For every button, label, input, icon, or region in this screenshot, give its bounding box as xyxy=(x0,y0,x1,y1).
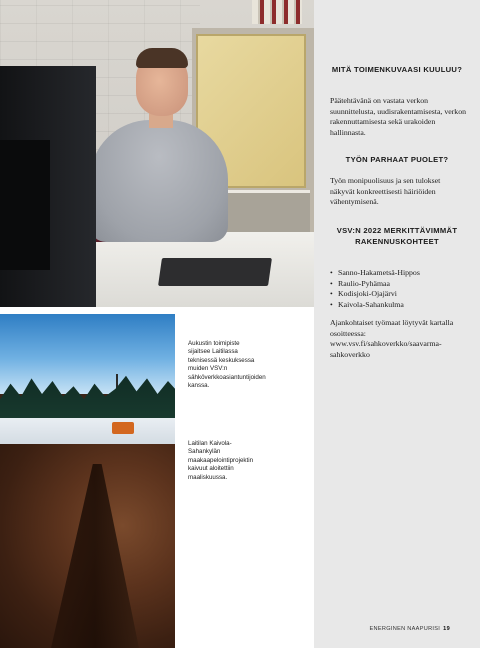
office-photo xyxy=(0,0,314,307)
photo-person-hair xyxy=(136,48,188,68)
answer-role-text: Päätehtävänä on vastata verkon suunnittelusta, uudisrakentamisesta, verkon rakennuttamisesta sekä urakoiden hallinnasta. xyxy=(330,96,466,137)
photo-person-body xyxy=(90,120,228,242)
info-panel xyxy=(314,0,480,648)
magazine-name: ENERGINEN NAAPURISI xyxy=(369,626,441,632)
excavation-photo-caption: Laitilan Kaivola-Sahankylän maakaapelointiprojektin kaivuut aloitettiin maaliskuussa. xyxy=(188,440,254,481)
list-item: • Raulio-Pyhämaa xyxy=(330,279,466,290)
page-number: 19 xyxy=(443,626,450,632)
question-role-heading: MITÄ TOIMENKUVAASI KUULUU? xyxy=(331,65,463,74)
photo-excavator xyxy=(112,422,134,434)
answer-best-parts-text: Työn monipuolisuus ja sen tulokset näkyvät konkreettisesti häiriöiden vähentymisenä. xyxy=(330,176,441,206)
projects-heading: VSV:N 2022 MERKITTÄVIMMÄT RAKENNUSKOHTEET xyxy=(336,226,458,246)
excavation-photo xyxy=(0,314,175,648)
list-item: • Kaivola-Sahankulma xyxy=(330,300,466,311)
projects-list xyxy=(330,268,466,310)
list-item: • Sanno-Hakametsä-Hippos xyxy=(330,268,466,279)
list-item: • Kodisjoki-Ojajärvi xyxy=(330,289,466,300)
office-photo-caption: Aukustin toimipiste sijaitsee Laitilassa teknisessä keskuksessa muiden VSV:n sähköverkkoasiantuntijoiden kanssa. xyxy=(188,340,266,390)
photo-monitor-screen xyxy=(0,140,50,270)
worksites-link-text: Ajankohtaiset työmaat löytyvät kartalla osoitteessa: www.vsv.fi/sahkoverkko/saavarma-sahkoverkko xyxy=(330,318,454,359)
photo-binders xyxy=(252,0,302,24)
photo-notebook xyxy=(158,258,272,286)
question-best-parts-heading: TYÖN PARHAAT PUOLET? xyxy=(345,155,449,164)
page-footer xyxy=(370,626,451,632)
